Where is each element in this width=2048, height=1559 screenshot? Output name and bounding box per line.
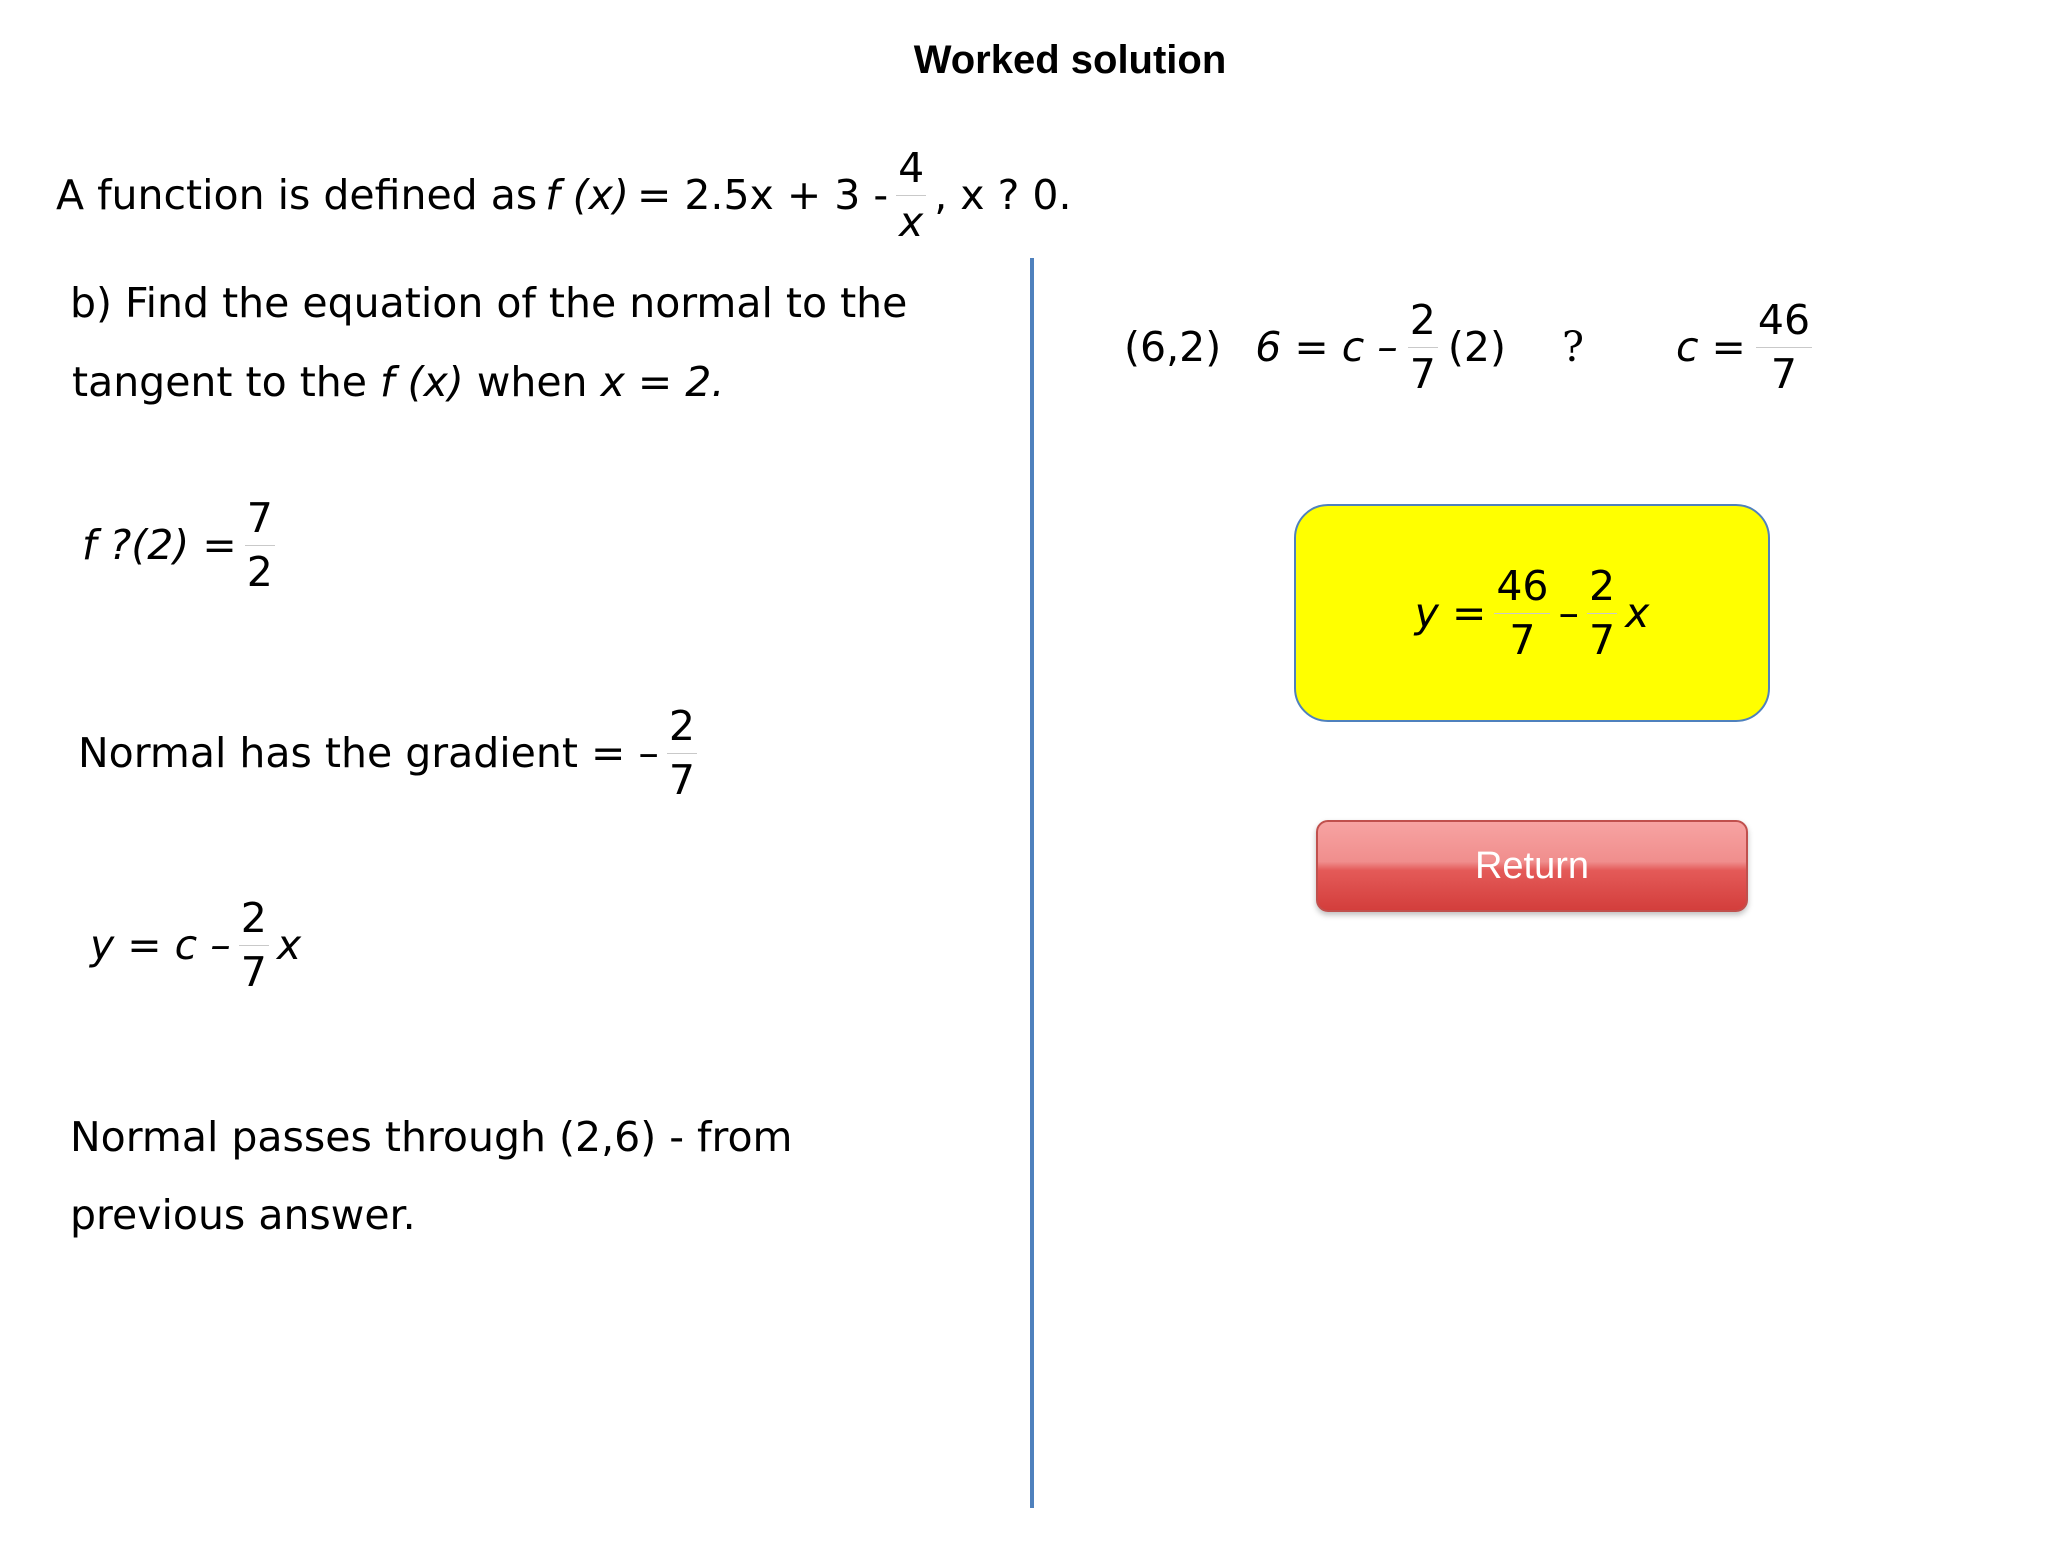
problem-rhs: = 2.5x + 3 - xyxy=(636,171,889,219)
c-den: 7 xyxy=(1770,350,1798,398)
derivative-num: 7 xyxy=(245,498,275,546)
gradient-den: 7 xyxy=(668,756,695,804)
column-divider xyxy=(1030,258,1034,1508)
substitution-line xyxy=(1124,296,1812,398)
answer-den1: 7 xyxy=(1509,615,1536,664)
problem-statement xyxy=(56,144,1072,246)
derivative-den: 2 xyxy=(246,548,273,596)
point-note-line1: Normal passes through (2,6) - from xyxy=(70,1113,793,1161)
part-b-line1: b) Find the equation of the normal to the xyxy=(70,279,908,327)
substitution-num: 2 xyxy=(1408,300,1438,348)
substitution-factor: (2) xyxy=(1447,323,1506,371)
normal-eq-den: 7 xyxy=(240,948,267,996)
gradient-text: Normal has the gradient = – xyxy=(78,729,659,777)
substitution-den: 7 xyxy=(1409,350,1436,398)
part-b-line2 xyxy=(72,358,725,406)
derivative-lhs: f ?(2) = xyxy=(82,521,237,569)
derivative-fraction xyxy=(245,494,275,596)
normal-eq-num: 2 xyxy=(239,898,269,946)
page-title: Worked solution xyxy=(913,38,1227,82)
answer-fraction-1 xyxy=(1494,561,1550,664)
c-num: 46 xyxy=(1756,300,1812,348)
problem-fraction-den: x xyxy=(899,198,924,246)
answer-minus: – xyxy=(1558,588,1579,637)
problem-fraction-num: 4 xyxy=(896,148,926,196)
normal-eq-lhs: y = c – xyxy=(90,921,231,969)
problem-function: f (x) xyxy=(545,171,629,219)
substitution-eq-lhs: 6 = c – xyxy=(1255,323,1398,371)
substitution-point: (6,2) xyxy=(1124,323,1222,371)
derivative-value xyxy=(82,494,275,596)
normal-equation xyxy=(90,894,302,996)
normal-eq-fraction xyxy=(239,894,269,996)
return-button[interactable] xyxy=(1316,820,1748,912)
normal-eq-var: x xyxy=(276,921,302,969)
gradient-num: 2 xyxy=(667,706,697,754)
answer-fraction-2 xyxy=(1587,561,1617,664)
answer-lhs: y = xyxy=(1414,588,1487,637)
answer-num1: 46 xyxy=(1494,566,1550,614)
gradient-fraction xyxy=(667,702,697,804)
final-answer-equation xyxy=(1414,561,1650,664)
c-fraction xyxy=(1756,296,1812,398)
answer-var: x xyxy=(1625,588,1650,637)
answer-den2: 7 xyxy=(1588,615,1616,664)
return-button-label: Return xyxy=(1474,844,1590,887)
problem-intro: A function is defined as xyxy=(56,171,538,219)
part-b-line2-mid: when xyxy=(463,358,601,406)
part-b-function: f (x) xyxy=(380,358,464,406)
substitution-fraction xyxy=(1408,296,1438,398)
problem-tail: , x ? 0. xyxy=(934,171,1072,219)
c-lhs: c = xyxy=(1675,323,1746,371)
part-b-line2-start: tangent to the xyxy=(72,358,381,406)
answer-num2: 2 xyxy=(1587,566,1617,614)
part-b-line2-end: x = 2. xyxy=(600,358,725,406)
point-note-line2: previous answer. xyxy=(70,1191,416,1239)
final-answer-box xyxy=(1294,504,1770,722)
problem-fraction xyxy=(896,144,926,246)
implies-symbol: ? xyxy=(1561,323,1584,371)
gradient-statement xyxy=(78,702,697,804)
